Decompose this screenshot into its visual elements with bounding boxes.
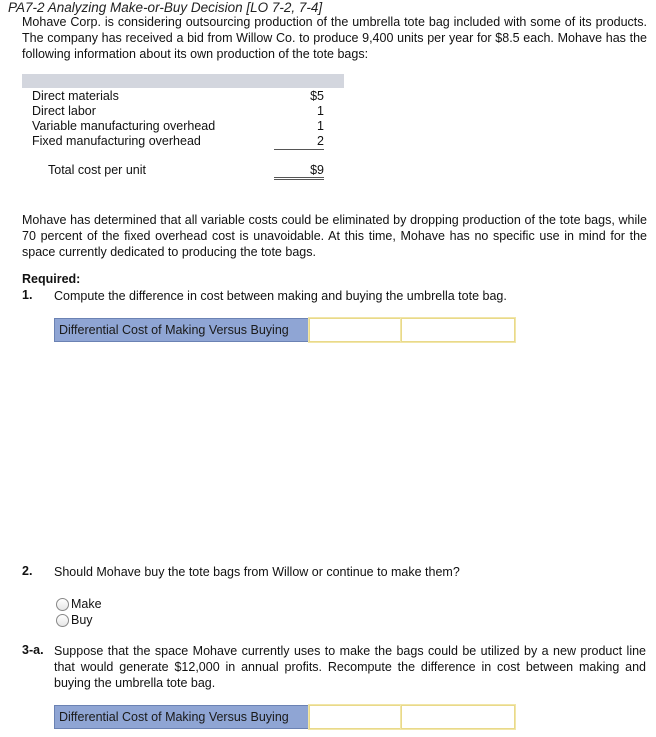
q1-answer-label: Differential Cost of Making Versus Buying	[54, 318, 309, 342]
context-paragraph: Mohave has determined that all variable costs could be eliminated by dropping production of the tote bags, while 70 percent of the fixed overhead cost is unavoidable. At this time, Mohave has no specific use in mind for the space currently dedicated to producing the tote bags.	[22, 213, 647, 259]
cost-row-direct-labor	[22, 104, 344, 119]
total-double-rule	[274, 177, 324, 180]
cost-row-value: 1	[317, 119, 324, 133]
q3a-answer-label: Differential Cost of Making Versus Buying	[54, 705, 309, 729]
cost-row-direct-materials	[22, 89, 344, 104]
q3a-answer-row	[54, 705, 515, 729]
total-label: Total cost per unit	[48, 163, 146, 177]
radio-make[interactable]	[56, 596, 102, 612]
q3a-number: 3-a.	[22, 643, 44, 657]
radio-button-icon[interactable]	[56, 614, 69, 627]
cost-row-variable-overhead	[22, 119, 344, 134]
q1-answer-input[interactable]	[309, 318, 401, 342]
q1-text: Compute the difference in cost between making and buying the umbrella tote bag.	[54, 289, 507, 303]
cost-row-total	[22, 163, 344, 178]
cost-row-value: $5	[310, 89, 324, 103]
q2-text: Should Mohave buy the tote bags from Willow or continue to make them?	[54, 565, 460, 579]
q1-number: 1.	[22, 288, 33, 302]
cost-row-fixed-overhead	[22, 134, 344, 149]
q3a-text: Suppose that the space Mohave currently uses to make the bags could be utilized by a new product line that would generate $12,000 in annual profits. Recompute the difference in cost between making and buying the umbrella tote bag.	[54, 644, 646, 690]
problem-title: PA7-2 Analyzing Make-or-Buy Decision [LO 7-2, 7-4]	[8, 0, 323, 15]
required-heading: Required:	[22, 272, 81, 286]
radio-buy[interactable]	[56, 612, 93, 628]
cost-row-value: 2	[317, 134, 324, 148]
intro-paragraph: Mohave Corp. is considering outsourcing production of the umbrella tote bag included with some of its products. The company has received a bid from Willow Co. to produce 9,400 units per year for $8.5 each. Mohave has the following information about its own production of the tote bags:	[22, 15, 647, 61]
radio-buy-label[interactable]: Buy	[71, 613, 93, 627]
radio-make-label[interactable]: Make	[71, 597, 102, 611]
cost-table-header	[22, 74, 344, 88]
q2-number: 2.	[22, 564, 33, 578]
cost-row-label: Direct materials	[32, 89, 119, 103]
total-value: $9	[310, 163, 324, 177]
cost-row-label: Direct labor	[32, 104, 96, 118]
cost-row-label: Fixed manufacturing overhead	[32, 134, 201, 148]
q1-answer-row	[54, 318, 515, 342]
q3a-answer-value-input[interactable]	[401, 705, 515, 729]
radio-button-icon[interactable]	[56, 598, 69, 611]
cost-row-label: Variable manufacturing overhead	[32, 119, 216, 133]
cost-row-value: 1	[317, 104, 324, 118]
cost-table	[22, 74, 344, 178]
q3a-answer-input[interactable]	[309, 705, 401, 729]
q1-answer-value-input[interactable]	[401, 318, 515, 342]
subtotal-rule	[274, 149, 324, 150]
